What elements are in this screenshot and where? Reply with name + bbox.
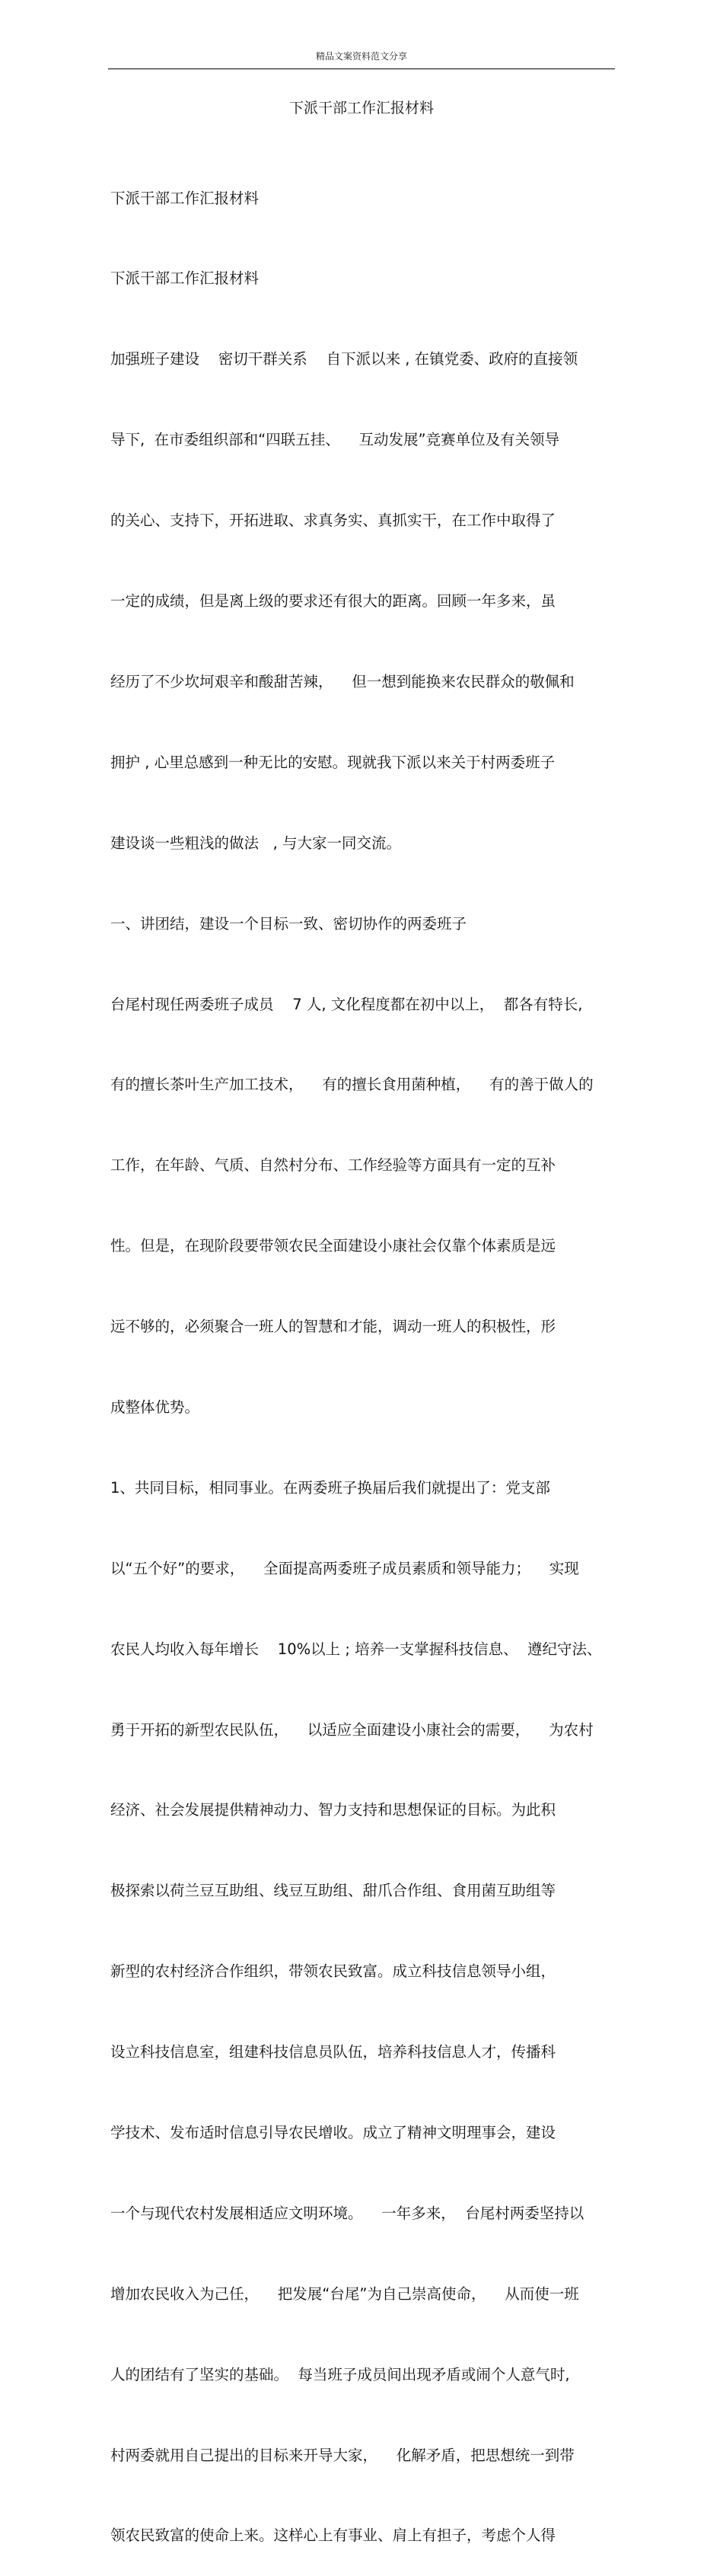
body-line: 性。但是，在现阶段要带领农民全面建设小康社会仅靠个体素质是远 — [110, 1237, 556, 1255]
body-line: 成整体优势。 — [110, 1398, 200, 1416]
document-body — [110, 131, 620, 2576]
body-line: 下派干部工作汇报材料 — [110, 269, 260, 288]
body-line: 一个与现代农村发展相适应文明环境。 一年多来， 台尾村两委坚持以 — [110, 2204, 584, 2222]
body-line: 拥护 , 心里总感到一种无比的安慰。现就我下派以来关于村两委班子 — [110, 753, 556, 771]
body-line: 设立科技信息室，组建科技信息员队伍，培养科技信息人才，传播科 — [110, 2043, 556, 2061]
body-line: 增加农民收入为己任， 把发展“台尾”为自己崇高使命， 从而使一班 — [110, 2284, 579, 2303]
body-line: 一定的成绩，但是离上级的要求还有很大的距离。回顾一年多来，虽 — [110, 592, 556, 611]
body-line: 台尾村现任两委班子成员 7 人, 文化程度都在初中以上， 都各有特长, — [110, 995, 583, 1013]
body-line: 村两委就用自己提出的目标来开导大家， 化解矛盾，把思想统一到带 — [110, 2446, 575, 2464]
body-line: 有的擅长茶叶生产加工技术， 有的擅长食用菌种植， 有的善于做人的 — [110, 1076, 594, 1094]
body-line: 农民人均收入每年增长 10%以上 ; 培养一支掌握科技信息、 遵纪守法、 — [110, 1640, 602, 1658]
body-line: 的关心、支持下，开拓进取、求真务实、真抓实干，在工作中取得了 — [110, 512, 556, 530]
body-line: 建设谈一些粗浅的做法 , 与大家一同交流。 — [110, 834, 401, 852]
body-line: 人的团结有了坚实的基础。 每当班子成员间出现矛盾或闹个人意气时, — [110, 2365, 570, 2383]
body-line: 极探索以荷兰豆互助组、线豆互助组、甜爪合作组、食用菌互助组等 — [110, 1882, 556, 1900]
body-line: 领农民致富的使命上来。这样心上有事业、肩上有担子，考虑个人得 — [110, 2527, 556, 2545]
body-line: 新型的农村经济合作组织，带领农民致富。成立科技信息领导小组， — [110, 1962, 556, 1981]
header-text: 精品文案资料范文分享 — [315, 51, 407, 62]
body-line: 下派干部工作汇报材料 — [110, 189, 260, 207]
body-line: 工作，在年龄、气质、自然村分布、工作经验等方面具有一定的互补 — [110, 1156, 556, 1175]
body-line: 远不够的，必须聚合一班人的智慧和才能，调动一班人的积极性，形 — [110, 1318, 556, 1336]
section-heading: 一、讲团结，建设一个目标一致、密切协作的两委班子 — [110, 914, 467, 933]
body-line: 加强班子建设 密切干群关系 自下派以来 , 在镇党委、政府的直接领 — [110, 350, 578, 368]
body-line: 经历了不少坎坷艰辛和酸甜苦辣， 但一想到能换来农民群众的敬佩和 — [110, 672, 575, 690]
body-line: 勇于开拓的新型农民队伍， 以适应全面建设小康社会的需要， 为农村 — [110, 1720, 594, 1739]
body-line: 导下, 在市委组织部和“四联五挂、 互动发展”竞赛单位及有关领导 — [110, 431, 560, 449]
body-line: 以“五个好”的要求， 全面提高两委班子成员素质和领导能力； 实现 — [110, 1559, 579, 1577]
body-line: 经济、社会发展提供精神动力、智力支持和思想保证的目标。为此积 — [110, 1801, 556, 1819]
document-title: 下派干部工作汇报材料 — [288, 100, 434, 116]
body-line: 学技术、发布适时信息引导农民增收。成立了精神文明理事会，建设 — [110, 2123, 556, 2141]
body-line: 1、共同目标，相同事业。在两委班子换届后我们就提出了：党支部 — [110, 1478, 550, 1497]
